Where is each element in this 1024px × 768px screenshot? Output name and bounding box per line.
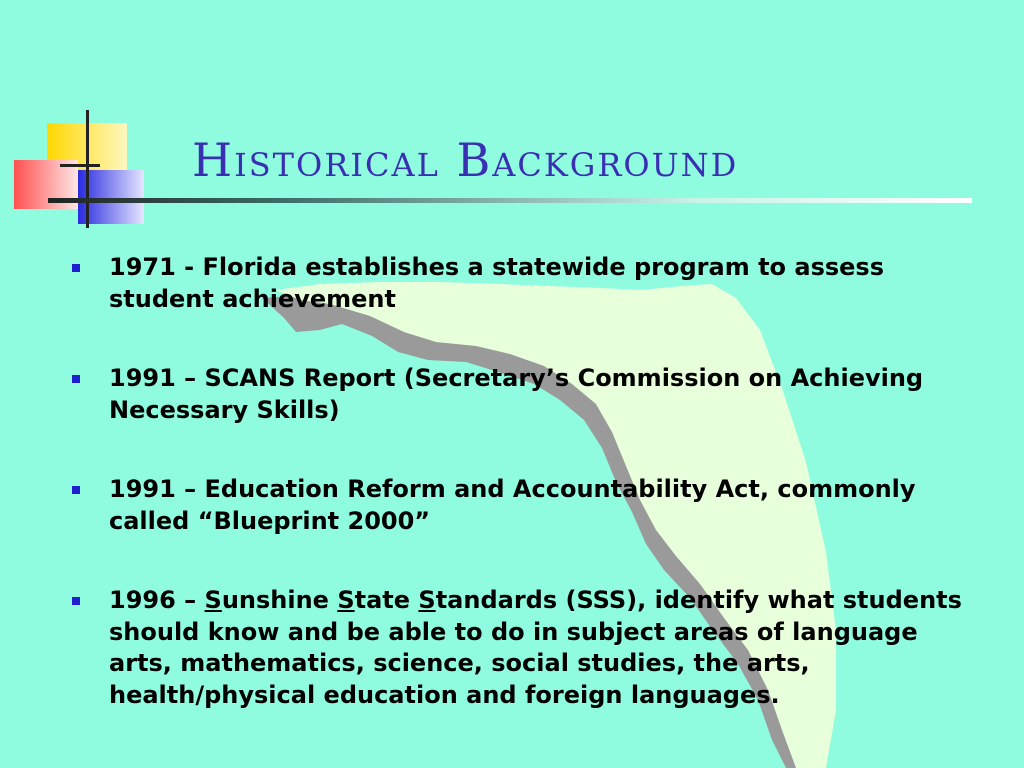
color-blocks-decoration	[0, 0, 160, 240]
bullet-text-part: tandards (SSS), identify what students should know and be able to do in subject areas of language arts, mathematics, science, social studies, the arts, health/physical education and foreign languages.	[109, 586, 962, 709]
bullet-list	[72, 252, 972, 759]
bullet-marker	[72, 264, 80, 272]
bullet-marker	[72, 597, 80, 605]
underlined-letter: S	[204, 586, 222, 614]
logo-vertical-line	[86, 110, 89, 228]
bullet-item-sss	[72, 585, 969, 711]
bullet-item-scans	[72, 363, 969, 426]
bullet-marker	[72, 375, 80, 383]
bullet-text-part: unshine	[221, 586, 338, 614]
bullet-text: 1991 – SCANS Report (Secretary’s Commission on Achieving Necessary Skills)	[109, 364, 924, 424]
logo-horizontal-line	[60, 164, 100, 167]
bullet-item-1971	[72, 252, 969, 315]
bullet-text	[109, 585, 969, 711]
underlined-letter: S	[337, 586, 355, 614]
title-divider	[48, 198, 972, 203]
bullet-text: 1971 - Florida establishes a statewide program to assess student achievement	[109, 253, 884, 313]
bullet-prefix: 1996 –	[109, 586, 205, 614]
slide-title: Historical Background	[192, 133, 739, 187]
bullet-text: 1991 – Education Reform and Accountability Act, commonly called “Blueprint 2000”	[109, 475, 916, 535]
underlined-letter: S	[418, 586, 436, 614]
bullet-item-blueprint	[72, 474, 969, 537]
bullet-text-part: tate	[354, 586, 419, 614]
bullet-marker	[72, 486, 80, 494]
